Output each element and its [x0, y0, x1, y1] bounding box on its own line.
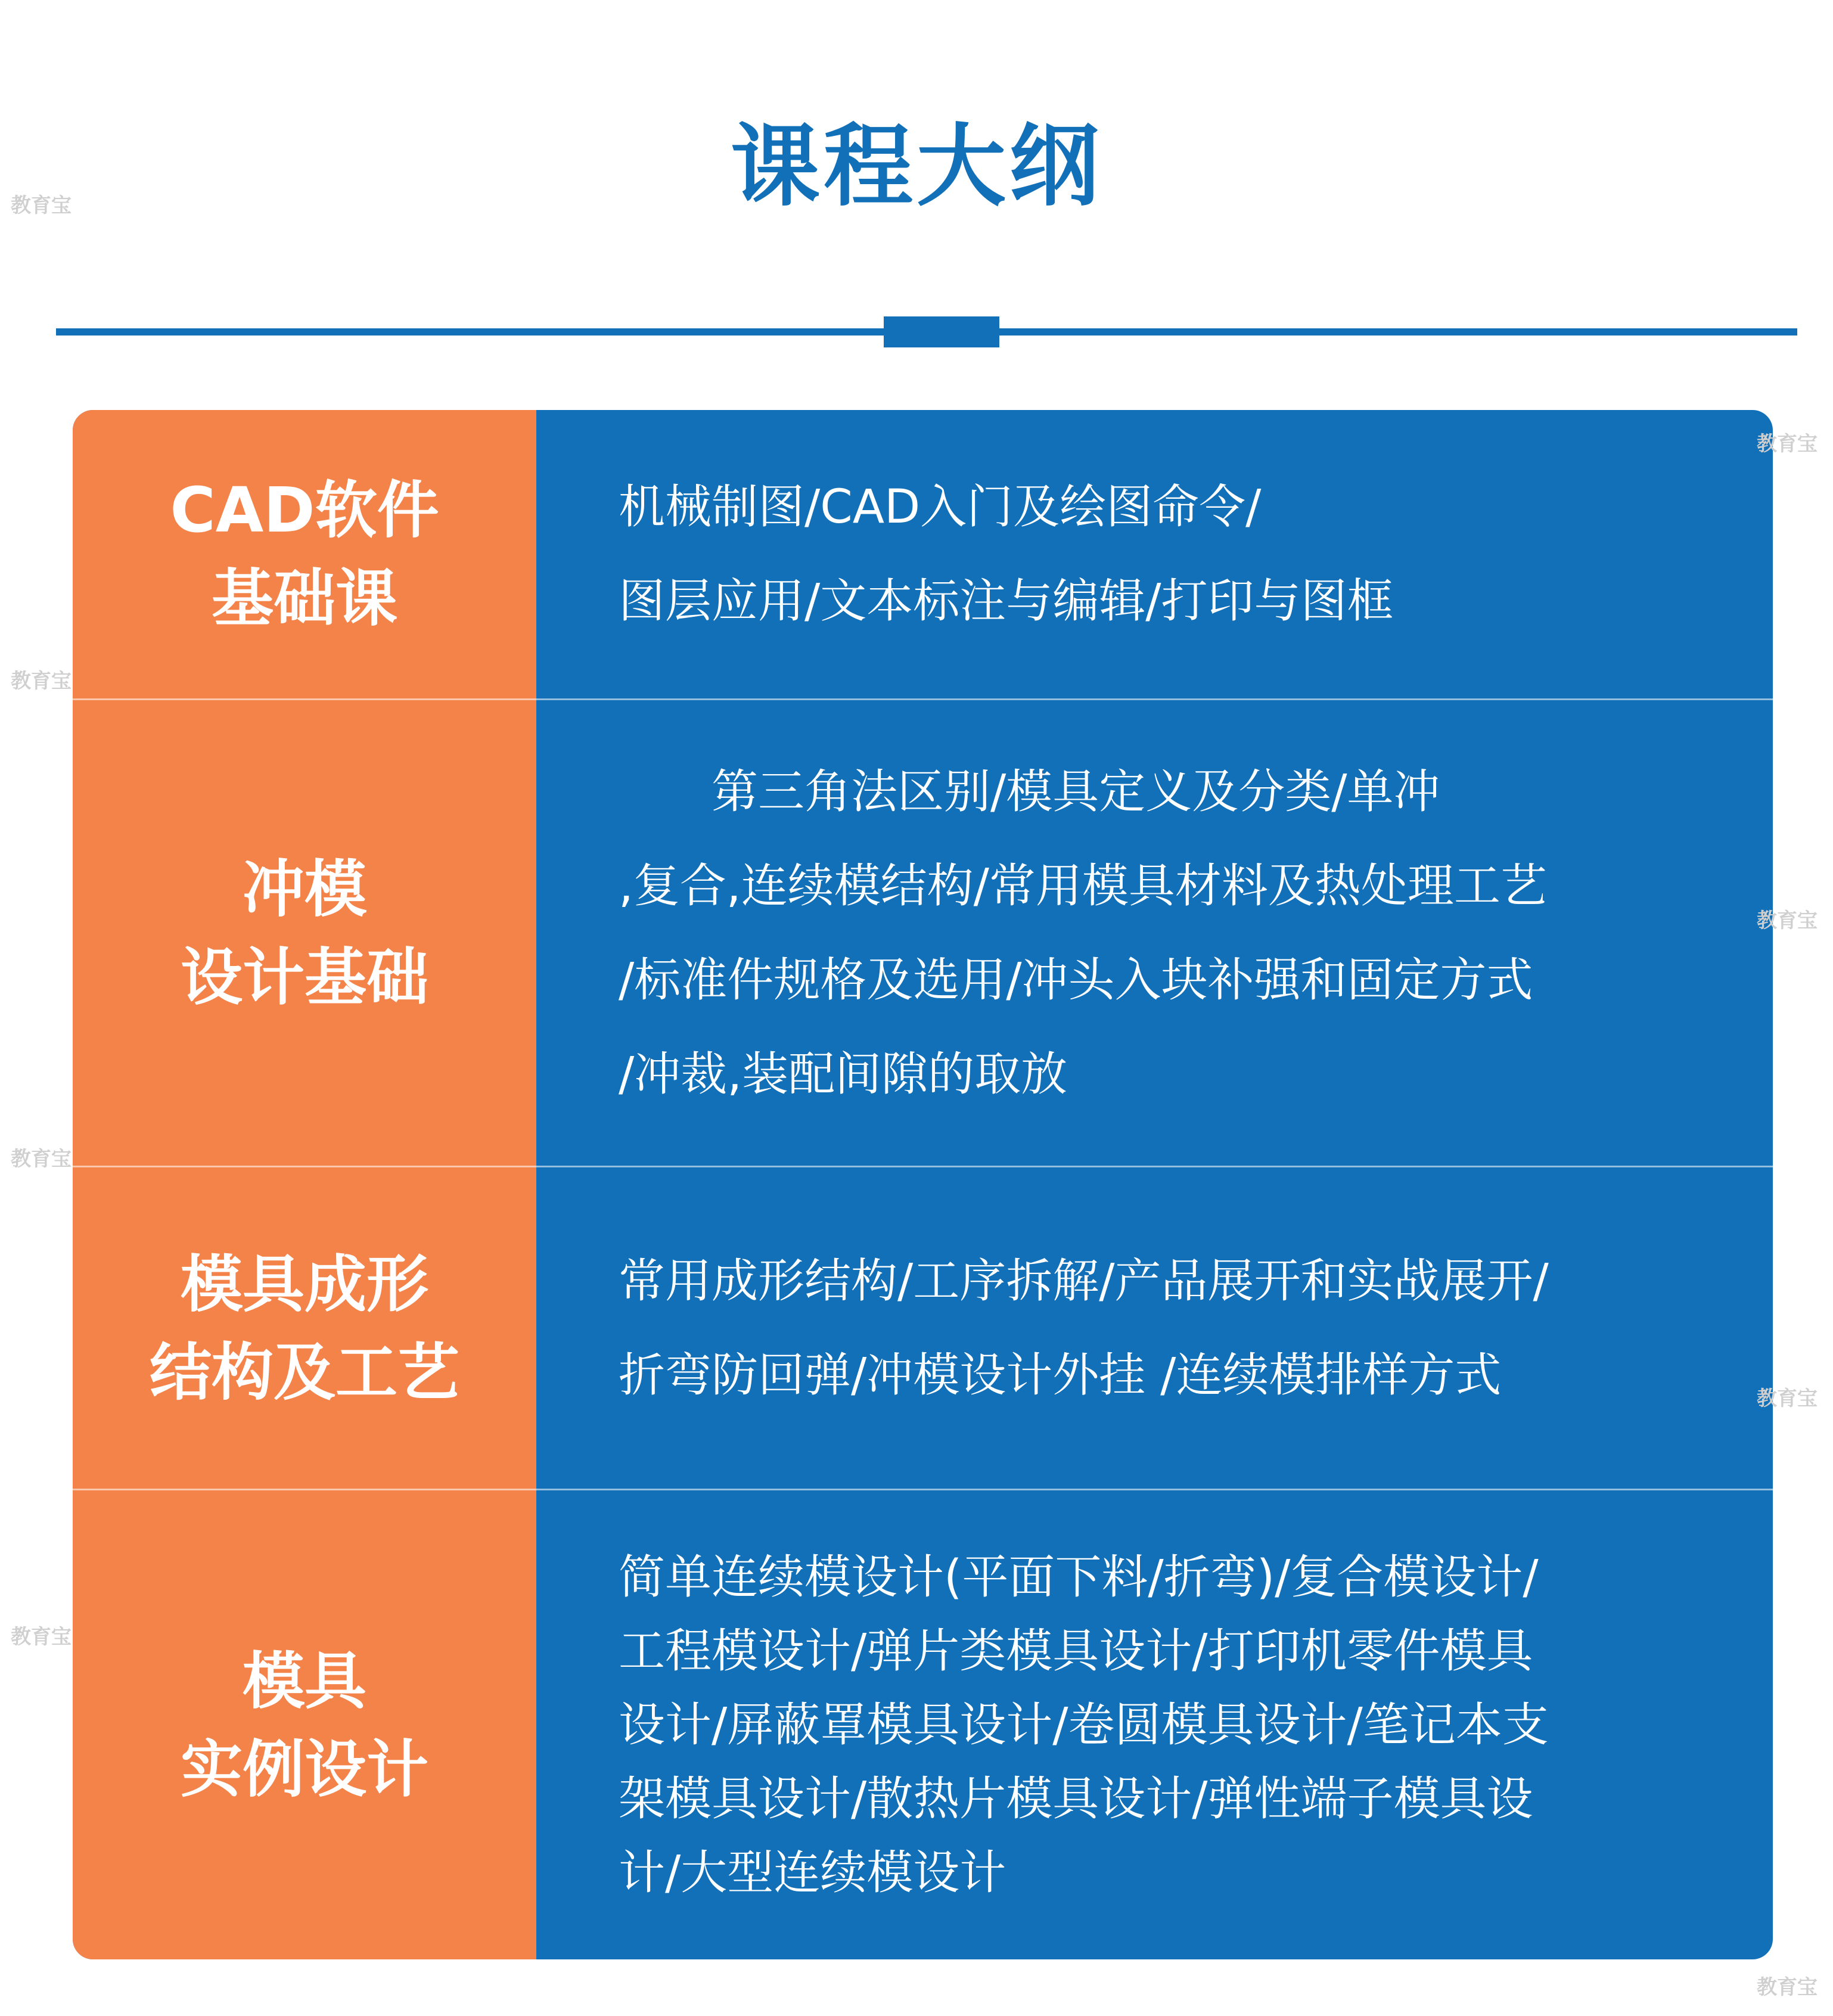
row-topic-line: 简单连续模设计(平面下料/折弯)/复合模设计/ [619, 1550, 1539, 1604]
row-topic-line: 第三角法区别/模具定义及分类/单冲 [619, 765, 1440, 819]
row-category-line: 模具 [242, 1644, 366, 1717]
watermark-logo: 教育宝 [11, 669, 72, 693]
row-topic-line: 架模具设计/散热片模具设计/弹性端子模具设 [619, 1772, 1533, 1826]
row-topic-line: 计/大型连续模设计 [619, 1846, 1006, 1900]
course-outline-table [73, 410, 1773, 1959]
row-topic-line: 机械制图/CAD入门及绘图命令/ [619, 480, 1262, 534]
row-category-line: 冲模 [242, 852, 366, 925]
row-topics [619, 410, 1733, 698]
title-divider-block [884, 316, 999, 347]
row-category-line: 实例设计 [180, 1732, 428, 1806]
row-category-label [73, 1167, 536, 1489]
row-topic-line: 工程模设计/弹片类模具设计/打印机零件模具 [619, 1624, 1533, 1678]
outline-row-cad-basics [73, 410, 1773, 698]
row-topics [619, 1167, 1733, 1489]
watermark-logo: 教育宝 [1757, 1387, 1818, 1411]
row-category-line: 基础课 [211, 562, 397, 635]
row-topics [619, 1490, 1733, 1959]
watermark-logo: 教育宝 [11, 1147, 72, 1171]
outline-row-die-design-basics [73, 700, 1773, 1166]
row-category-label [73, 1490, 536, 1959]
row-category-line: 模具成形 [180, 1247, 428, 1321]
watermark-logo: 教育宝 [11, 1625, 72, 1649]
row-category-line: 设计基础 [180, 940, 428, 1014]
row-topic-line: 图层应用/文本标注与编辑/打印与图框 [619, 574, 1394, 628]
outline-row-die-case-design [73, 1490, 1773, 1959]
row-topic-line: 设计/屏蔽罩模具设计/卷圆模具设计/笔记本支 [619, 1698, 1549, 1752]
row-topic-line: ,复合,连续模结构/常用模具材料及热处理工艺 [619, 859, 1547, 913]
row-category-label [73, 700, 536, 1166]
row-topic-line: 常用成形结构/工序拆解/产品展开和实战展开/ [619, 1254, 1549, 1308]
watermark-logo: 教育宝 [1757, 909, 1818, 933]
watermark-logo: 教育宝 [1757, 432, 1818, 456]
watermark-logo: 教育宝 [11, 194, 72, 218]
outline-row-forming-structure [73, 1167, 1773, 1489]
row-category-line: 结构及工艺 [149, 1335, 459, 1409]
row-topics [619, 700, 1733, 1166]
row-topic-line: /冲裁,装配间隙的取放 [619, 1047, 1068, 1101]
page-title: 课程大纲 [730, 115, 1102, 219]
row-topic-line: 折弯防回弹/冲模设计外挂 /连续模排样方式 [619, 1348, 1502, 1402]
row-topic-line: /标准件规格及选用/冲头入块补强和固定方式 [619, 953, 1533, 1007]
row-category-label [73, 410, 536, 698]
row-category-line: CAD软件 [170, 474, 439, 546]
watermark-logo: 教育宝 [1757, 1975, 1818, 1999]
